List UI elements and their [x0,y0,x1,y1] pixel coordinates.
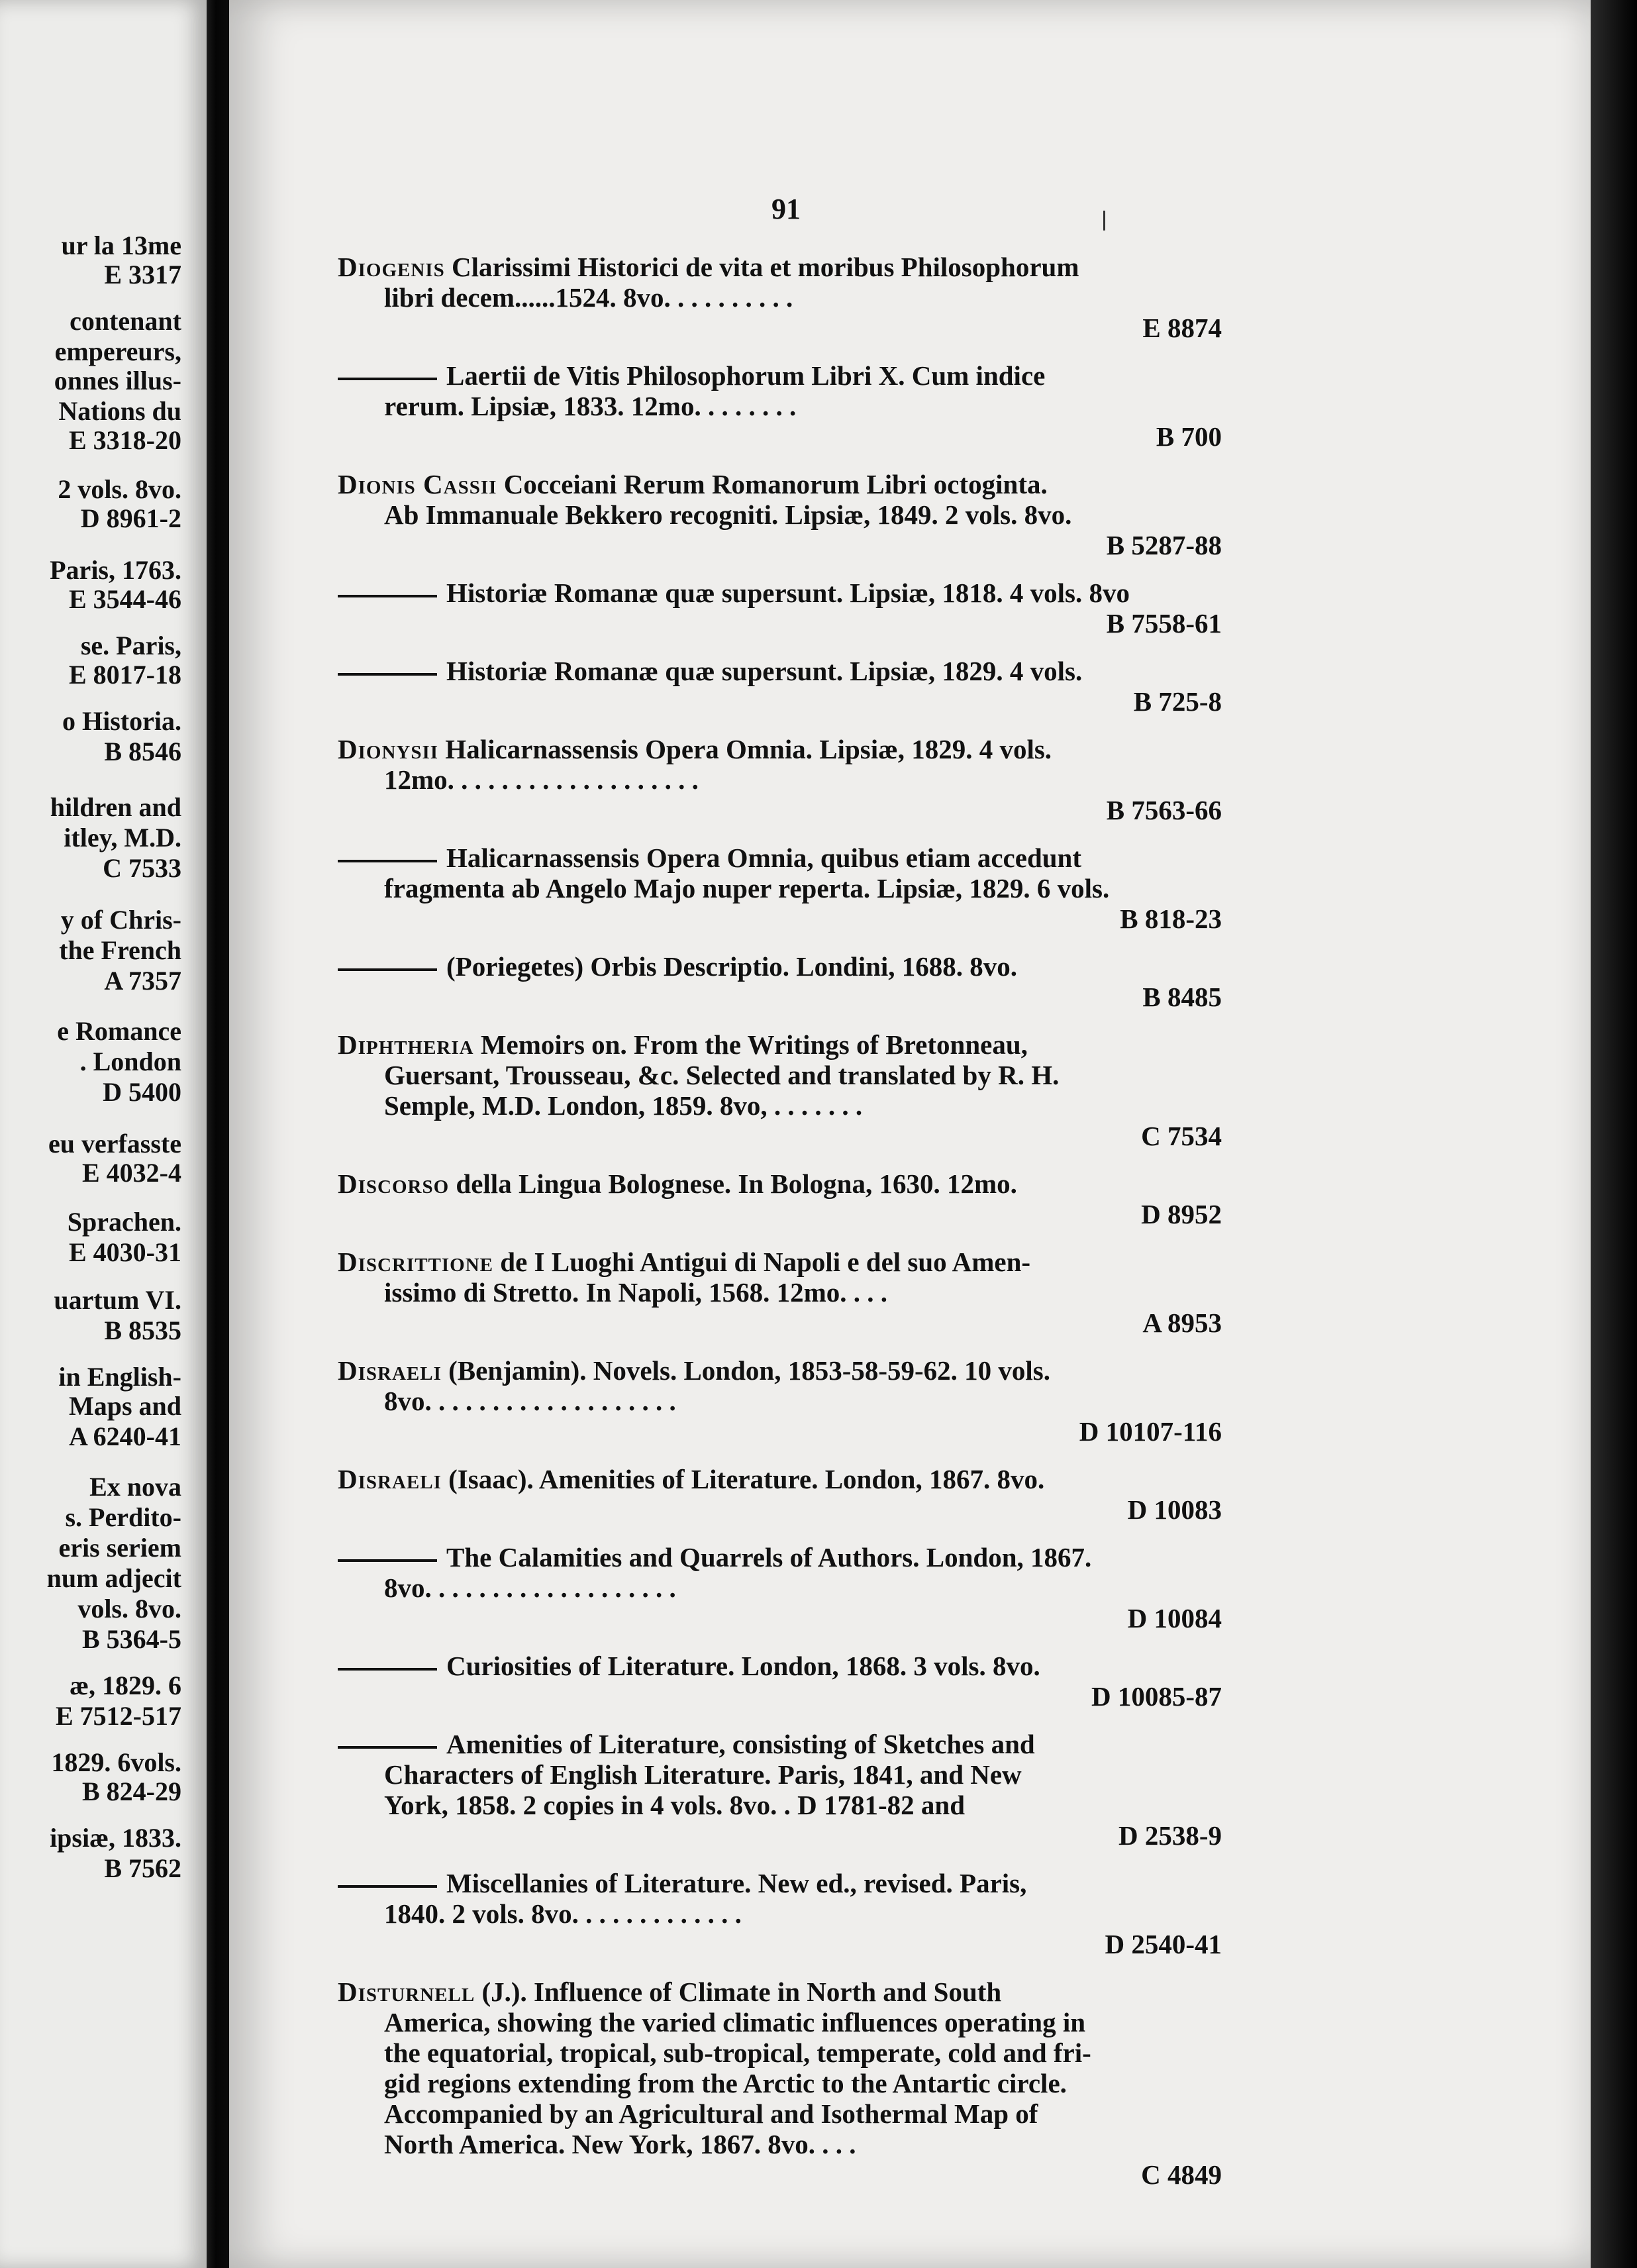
entry-heading: Disraeli [338,1355,442,1386]
entry-line [338,2129,1222,2159]
catalog-entry [338,951,1222,1012]
ditto-rule [338,1746,437,1749]
entry-heading: Disturnell [338,1977,475,2007]
ditto-rule [338,968,437,971]
catalog-entry [338,1651,1222,1712]
book-gutter [207,0,229,2268]
catalog-entry [338,1729,1222,1851]
left-page-text-fragment: C 7533 [103,853,181,883]
left-page-text-fragment: empereurs, [54,336,181,366]
left-page-text-fragment: B 7562 [104,1853,181,1883]
entry-text: (Poriegetes) Orbis Descriptio. Londini, 1688. 8vo. [446,951,1018,982]
left-page-text-fragment: E 3544-46 [69,584,181,614]
entry-text: Ab Immanuale Bekkero recogniti. Lipsiæ, 1849. 2 vols. 8vo. [384,499,1072,530]
entry-text: Guersant, Trousseau, &c. Selected and translated by R. H. [384,1060,1060,1090]
entry-line [338,1029,1222,1060]
left-page-text-fragment: 2 vols. 8vo. [58,474,181,504]
left-page-text-fragment: hildren and [50,792,181,822]
left-page-text-fragment: eu verfasste [48,1129,181,1159]
entry-line [338,1651,1222,1681]
shelf-mark: B 5287-88 [1106,530,1222,560]
left-page-text-fragment: E 7512-517 [56,1701,181,1731]
entry-heading: Disraeli [338,1464,442,1494]
catalog-entry [338,1464,1222,1525]
left-page-text-fragment: æ, 1829. 6 [70,1671,181,1700]
entry-text: Historiæ Romanæ quæ supersunt. Lipsiæ, 1818. 4 vols. 8vo [446,578,1130,608]
shelf-mark: C 4849 [1141,2159,1222,2190]
entry-text: 8vo. . . . . . . . . . . . . . . . . . . [384,1386,676,1416]
entry-line [338,1464,1222,1494]
entry-text: Halicarnassensis Opera Omnia. Lipsiæ, 1829. 4 vols. [445,734,1052,764]
entry-line [338,578,1222,608]
page-number: 91 [771,193,801,225]
entry-text: Semple, M.D. London, 1859. 8vo, . . . . . . . [384,1090,863,1121]
entry-text: 12mo. . . . . . . . . . . . . . . . . . . [384,764,699,795]
catalog-entry [338,469,1222,560]
catalog-entry [338,1977,1222,2190]
entry-line [338,1759,1222,1790]
entry-line [338,764,1222,795]
catalog-entry [338,843,1222,934]
shelf-mark: B 818-23 [1120,903,1222,934]
entry-heading: Discorso [338,1168,450,1199]
left-page-fragment [0,0,207,2268]
entry-line [338,2068,1222,2098]
shelf-mark: B 8485 [1142,982,1222,1012]
shelf-mark: C 7534 [1141,1121,1222,1151]
entry-line [338,252,1222,282]
entry-text: Historiæ Romanæ quæ supersunt. Lipsiæ, 1829. 4 vols. [446,656,1083,686]
left-page-text-fragment: Sprachen. [67,1207,181,1237]
left-page-text-fragment: B 8535 [104,1315,181,1345]
entry-heading: Diphtheria [338,1029,474,1060]
left-page-text-fragment: Nations du [58,396,181,426]
entry-line [338,2007,1222,2037]
entry-line [338,1060,1222,1090]
left-page-text-fragment: B 8546 [104,737,181,766]
entry-line [338,1729,1222,1759]
entry-heading: Discrittione [338,1247,494,1277]
left-page-text-fragment: B 824-29 [82,1777,181,1806]
entry-text: (J.). Influence of Climate in North and South [481,1977,1002,2007]
left-page-text-fragment: D 8961-2 [80,503,181,533]
left-page-text-fragment: E 8017-18 [69,660,181,690]
entry-text: (Isaac). Amenities of Literature. London, 1867. 8vo. [448,1464,1045,1494]
left-page-text-fragment: the French [59,935,181,965]
left-page-text-fragment: in English- [58,1362,181,1392]
entry-line [338,1542,1222,1572]
entry-line [338,2098,1222,2129]
margin-mark [1103,211,1105,231]
left-page-text-fragment: . London [79,1047,181,1076]
catalog-entry [338,1029,1222,1151]
left-page-text-fragment: o Historia. [62,706,181,736]
left-page-text-fragment: E 4032-4 [82,1158,181,1188]
catalog-entry [338,1868,1222,1959]
entry-text: (Benjamin). Novels. London, 1853-58-59-62. 10 vols. [448,1355,1051,1386]
entry-line [338,1277,1222,1308]
entry-line [338,391,1222,421]
left-page-text-fragment: ipsiæ, 1833. [50,1823,181,1853]
left-page-text-fragment: E 4030-31 [69,1237,181,1267]
entry-text: Halicarnassensis Opera Omnia, quibus etiam accedunt [446,843,1082,873]
left-page-text-fragment: se. Paris, [80,631,181,660]
left-page-text-fragment: eris seriem [58,1533,181,1563]
shelf-mark: E 8874 [1142,313,1222,343]
entry-text: Laertii de Vitis Philosophorum Libri X. Cum indice [446,360,1046,391]
shelf-mark: B 700 [1156,421,1222,452]
entry-line [338,360,1222,391]
left-page-text-fragment: y of Chris- [60,905,181,935]
entry-line [338,1247,1222,1277]
shelf-mark: D 2538-9 [1118,1820,1222,1851]
left-page-text-fragment: E 3318-20 [69,425,181,455]
entry-heading: Dionysii [338,734,439,764]
entry-text: Characters of English Literature. Paris, 1841, and New [384,1759,1022,1790]
entry-text: Accompanied by an Agricultural and Isothermal Map of [384,2098,1038,2129]
ditto-rule [338,1668,437,1671]
entry-line [338,1355,1222,1386]
catalog-entry [338,360,1222,452]
entry-line [338,1090,1222,1121]
entry-line [338,1386,1222,1416]
shelf-mark: B 7563-66 [1106,795,1222,825]
entry-line [338,656,1222,686]
entry-line [338,1572,1222,1603]
ditto-rule [338,595,437,597]
entry-heading: Dionis Cassii [338,469,497,499]
entry-line [338,1898,1222,1929]
shelf-mark: D 10085-87 [1091,1681,1222,1712]
entry-text: The Calamities and Quarrels of Authors. London, 1867. [446,1542,1092,1572]
entry-text: issimo di Stretto. In Napoli, 1568. 12mo. . . . [384,1277,888,1308]
entry-text: York, 1858. 2 copies in 4 vols. 8vo. . D 1781-82 and [384,1790,966,1820]
entry-text: libri decem......1524. 8vo. . . . . . . . . . [384,282,793,313]
catalog-entry [338,1542,1222,1633]
catalog-entries [338,252,1222,2207]
shelf-mark: D 10083 [1127,1494,1222,1525]
shelf-mark: B 725-8 [1133,686,1222,717]
catalog-entry [338,1355,1222,1447]
left-page-text-fragment: onnes illus- [54,366,181,395]
entry-text: America, showing the varied climatic influences operating in [384,2007,1086,2037]
entry-line [338,499,1222,530]
left-page-text-fragment: B 5364-5 [82,1624,181,1654]
entry-text: gid regions extending from the Arctic to the Antartic circle. [384,2068,1067,2098]
ditto-rule [338,1559,437,1562]
catalog-entry [338,734,1222,825]
entry-text: Memoirs on. From the Writings of Bretonneau, [480,1029,1028,1060]
entry-line [338,282,1222,313]
shelf-mark: D 2540-41 [1105,1929,1222,1959]
shelf-mark: A 8953 [1142,1308,1222,1338]
left-page-text-fragment: A 6240-41 [69,1421,181,1451]
entry-text: rerum. Lipsiæ, 1833. 12mo. . . . . . . . [384,391,797,421]
entry-text: Clarissimi Historici de vita et moribus Philosophorum [451,252,1079,282]
entry-line [338,734,1222,764]
entry-line [338,1977,1222,2007]
entry-line [338,843,1222,873]
entry-text: Amenities of Literature, consisting of Sketches and [446,1729,1035,1759]
left-page-text-fragment: A 7357 [104,966,181,996]
entry-text: Curiosities of Literature. London, 1868. 3 vols. 8vo. [446,1651,1040,1681]
shelf-mark: D 10107-116 [1079,1416,1222,1447]
left-page-text-fragment: 1829. 6vols. [51,1747,181,1777]
left-page-text-fragment: contenant [70,306,181,336]
entry-line [338,1168,1222,1199]
catalog-entry [338,252,1222,343]
catalog-entry [338,578,1222,639]
entry-text: North America. New York, 1867. 8vo. . . . [384,2129,856,2159]
catalog-entry [338,1168,1222,1229]
entry-text: Cocceiani Rerum Romanorum Libri octoginta. [503,469,1048,499]
left-page-text-fragment: vols. 8vo. [77,1594,181,1624]
entry-text: the equatorial, tropical, sub-tropical, temperate, cold and fri- [384,2037,1091,2068]
ditto-rule [338,1885,437,1888]
entry-text: de I Luoghi Antigui di Napoli e del suo Amen- [500,1247,1031,1277]
left-page-text-fragment: Ex nova [89,1472,181,1502]
left-page-text-fragment: num adjecit [46,1563,181,1593]
entry-line [338,1868,1222,1898]
left-page-text-fragment: uartum VI. [54,1285,181,1315]
catalog-entry [338,1247,1222,1338]
left-page-text-fragment: E 3317 [104,260,181,289]
catalog-entry [338,656,1222,717]
entry-text: della Lingua Bolognese. In Bologna, 1630. 12mo. [456,1168,1017,1199]
entry-line [338,951,1222,982]
entry-text: 1840. 2 vols. 8vo. . . . . . . . . . . . . [384,1898,742,1929]
left-page-text-fragment: e Romance [57,1016,181,1046]
left-page-text-fragment: Paris, 1763. [50,555,181,585]
page-edge [1591,0,1637,2268]
shelf-mark: B 7558-61 [1106,608,1222,639]
entry-text: fragmenta ab Angelo Majo nuper reperta. Lipsiæ, 1829. 6 vols. [384,873,1110,903]
entry-line [338,2037,1222,2068]
ditto-rule [338,673,437,676]
ditto-rule [338,860,437,862]
entry-line [338,1790,1222,1820]
left-page-text-fragment: D 5400 [103,1077,181,1107]
entry-line [338,469,1222,499]
left-page-text-fragment: ur la 13me [61,231,181,260]
left-page-text-fragment: s. Perdito- [65,1502,181,1532]
entry-heading: Diogenis [338,252,445,282]
left-page-text-fragment: Maps and [68,1391,181,1421]
ditto-rule [338,378,437,380]
entry-text: 8vo. . . . . . . . . . . . . . . . . . . [384,1572,676,1603]
left-page-text-fragment: itley, M.D. [64,823,181,852]
entry-line [338,873,1222,903]
shelf-mark: D 8952 [1141,1199,1222,1229]
shelf-mark: D 10084 [1127,1603,1222,1633]
entry-text: Miscellanies of Literature. New ed., revised. Paris, [446,1868,1027,1898]
